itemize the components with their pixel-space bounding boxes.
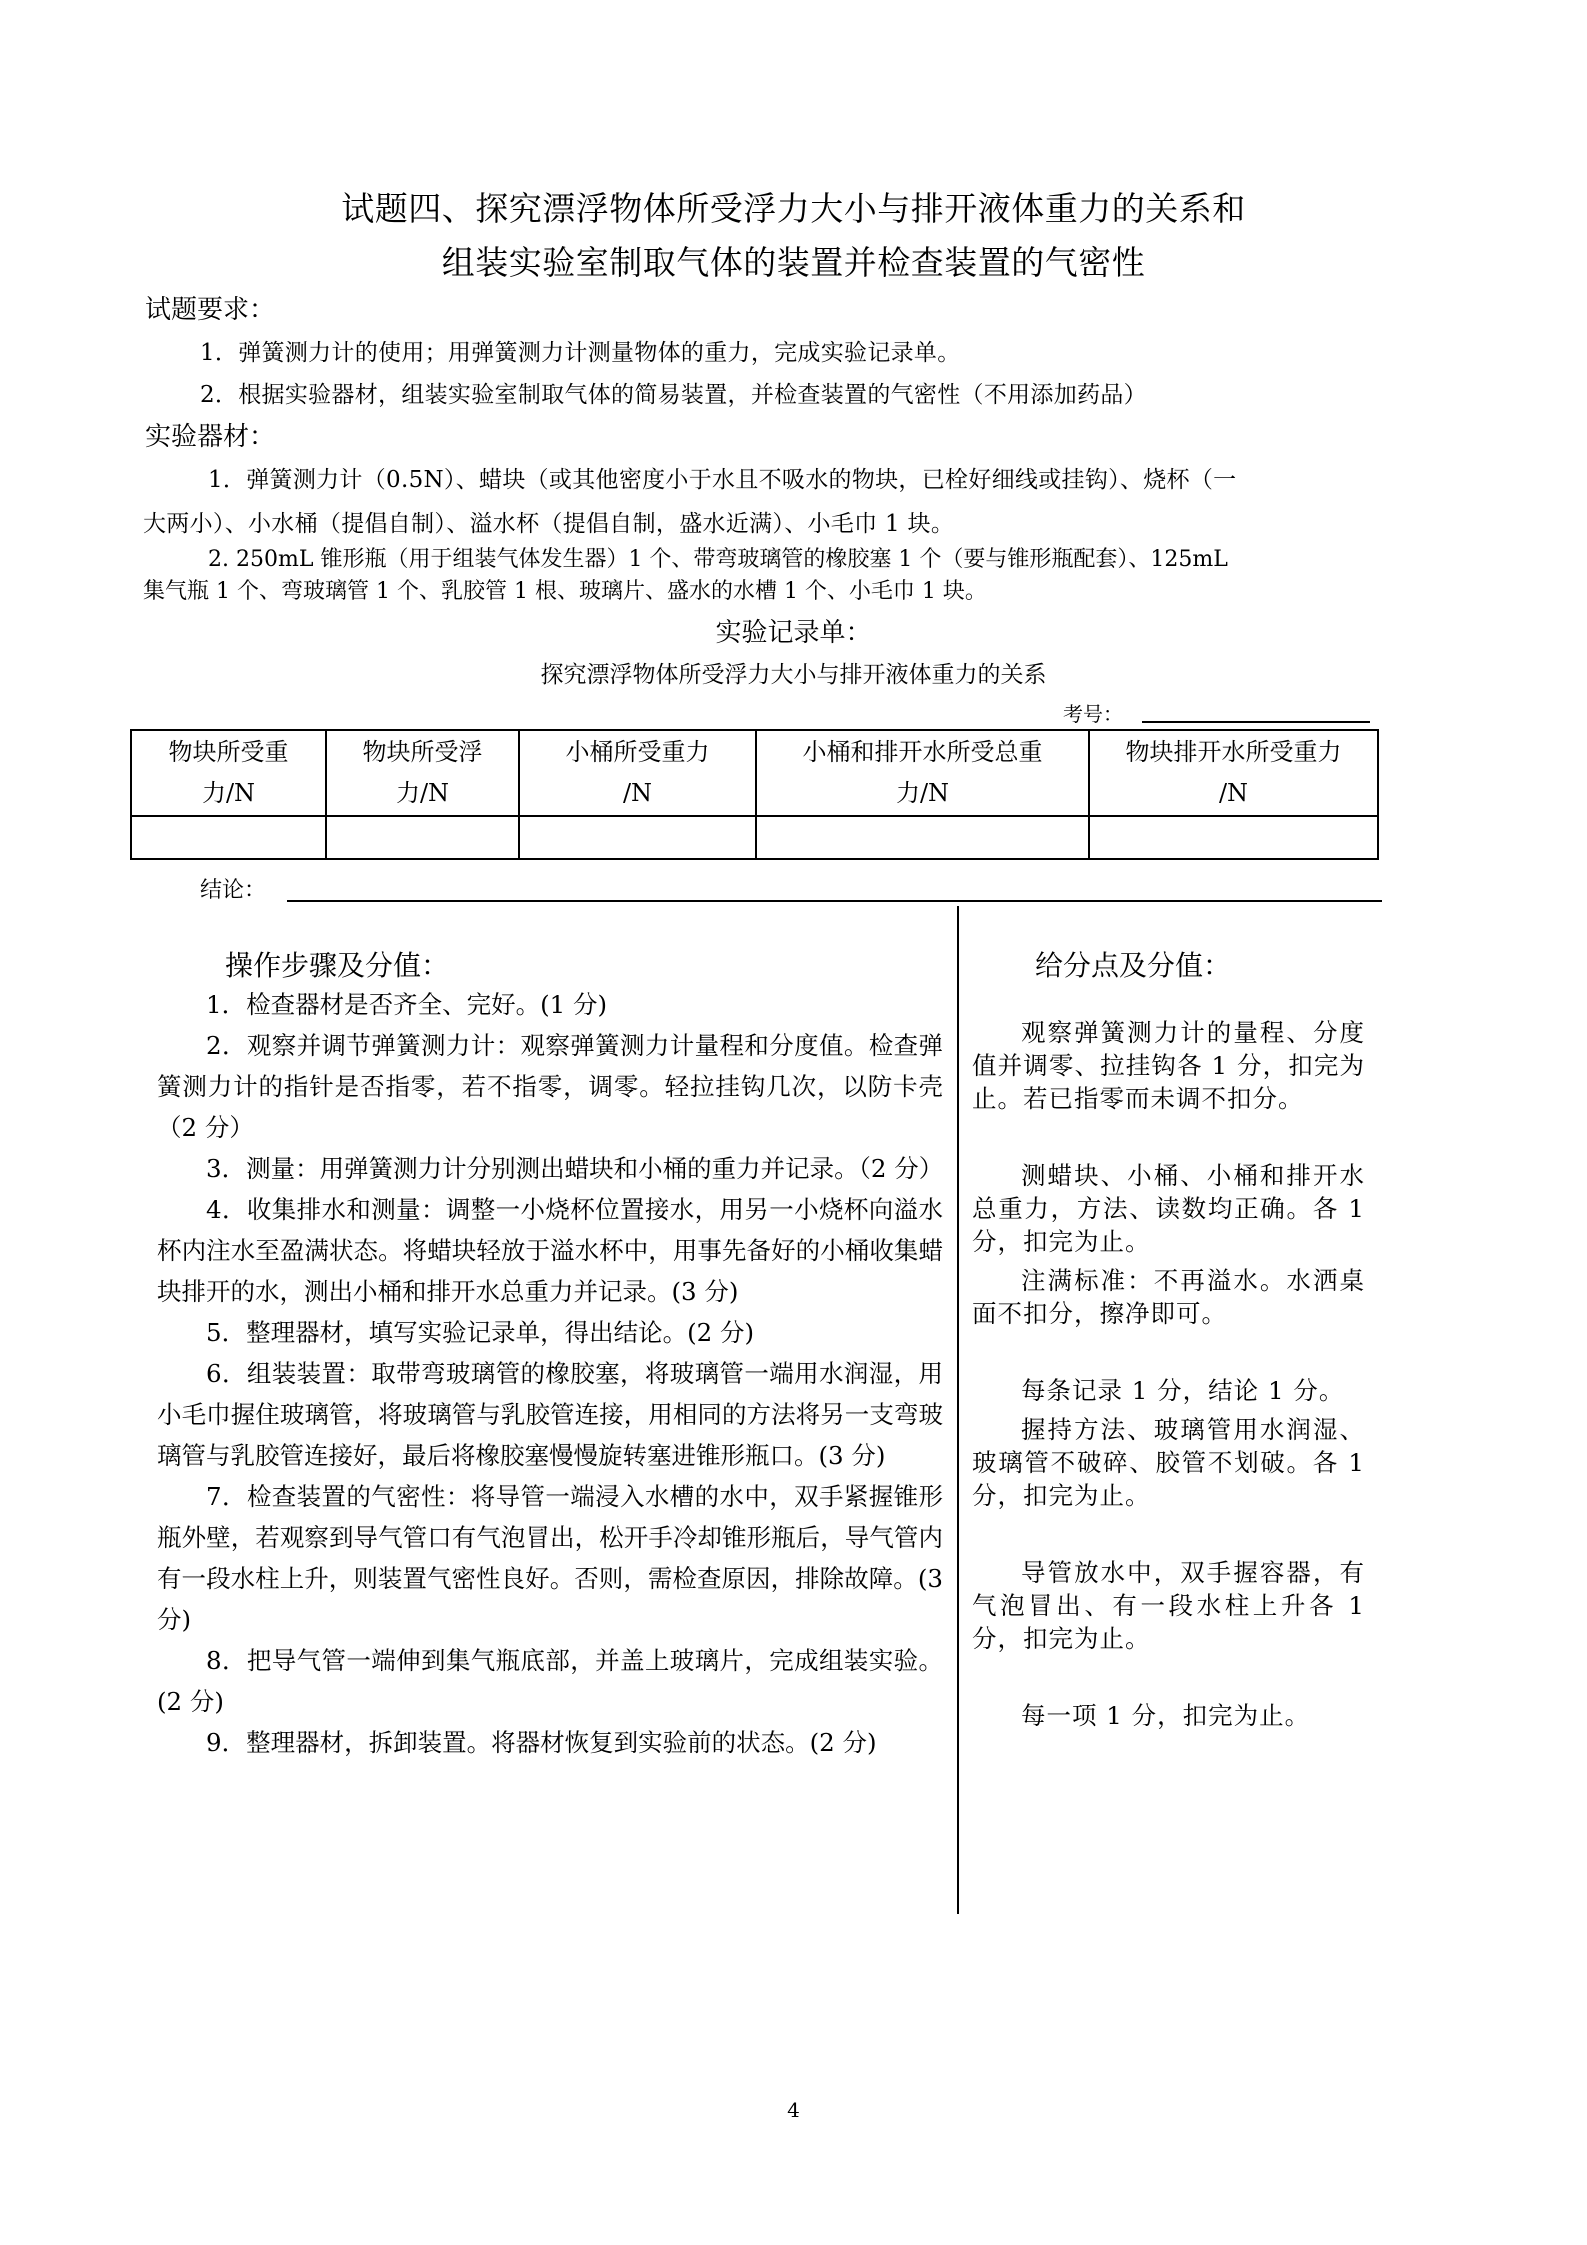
step-item: 9．整理器材，拆卸装置。将器材恢复到实验前的状态。(2 分) xyxy=(206,1728,877,1757)
value-cell-bucket-weight[interactable] xyxy=(519,816,756,859)
equipment-item-2-line-2: 集气瓶 1 个、弯玻璃管 1 个、乳胶管 1 根、玻璃片、盛水的水槽 1 个、小毛巾 1 块。 xyxy=(143,579,987,604)
column-header-bucket-weight: 小桶所受重力 /N xyxy=(519,730,756,816)
column-header-block-buoyancy: 物块所受浮 力/N xyxy=(326,730,519,816)
scoring-item: 每一项 1 分，扣完为止。 xyxy=(1021,1701,1311,1730)
page-number: 4 xyxy=(787,2098,800,2122)
step-item: 7．检查装置的气密性：将导管一端浸入水槽的水中，双手紧握锥形瓶外壁，若观察到导气管口有气泡冒出，松开手冷却锥形瓶后，导气管内有一段水柱上升，则装置气密性良好。否则，需检查原因，排除故障。(3 分) xyxy=(157,1482,943,1634)
scoring-item: 注满标准：不再溢水。水洒桌面不扣分，擦净即可。 xyxy=(972,1266,1365,1328)
scoring-item: 测蜡块、小桶、小桶和排开水总重力，方法、读数均正确。各 1 分，扣完为止。 xyxy=(972,1161,1365,1256)
exam-number-field[interactable] xyxy=(1142,697,1370,723)
scoring-item: 导管放水中，双手握容器，有气泡冒出、有一段水柱上升各 1 分，扣完为止。 xyxy=(972,1558,1365,1653)
step-item: 8．把导气管一端伸到集气瓶底部，并盖上玻璃片，完成组装实验。(2 分) xyxy=(157,1646,943,1716)
step-item: 5．整理器材，填写实验记录单，得出结论。(2 分) xyxy=(206,1318,755,1347)
record-table-value-row xyxy=(131,816,1378,859)
conclusion-field[interactable] xyxy=(287,873,1382,902)
record-sheet-heading: 实验记录单： xyxy=(715,618,872,648)
scoring-heading: 给分点及分值： xyxy=(1035,949,1232,982)
column-header-bucket-and-water-weight: 小桶和排开水所受总重 力/N xyxy=(756,730,1089,816)
requirement-item: 1．弹簧测力计的使用；用弹簧测力计测量物体的重力，完成实验记录单。 xyxy=(200,340,961,366)
step-item: 2．观察并调节弹簧测力计：观察弹簧测力计量程和分度值。检查弹簧测力计的指针是否指零，若不指零，调零。轻拉挂钩几次，以防卡壳（2 分） xyxy=(157,1031,943,1142)
column-header-displaced-water-weight: 物块排开水所受重力 /N xyxy=(1089,730,1378,816)
step-item: 6．组装装置：取带弯玻璃管的橡胶塞，将玻璃管一端用水润湿，用小毛巾握住玻璃管，将玻璃管与乳胶管连接，用相同的方法将另一支弯玻璃管与乳胶管连接好，最后将橡胶塞慢慢旋转塞进锥形瓶口。(3 分) xyxy=(157,1359,943,1470)
equipment-heading: 实验器材： xyxy=(145,422,276,452)
requirement-item: 2．根据实验器材，组装实验室制取气体的简易装置，并检查装置的气密性（不用添加药品） xyxy=(200,382,1147,408)
scoring-list xyxy=(972,1012,1365,1732)
value-cell-displaced-water-weight[interactable] xyxy=(1089,816,1378,859)
record-table xyxy=(130,729,1379,860)
record-table-header-row xyxy=(131,730,1378,816)
exam-title-line-1: 试题四、探究漂浮物体所受浮力大小与排开液体重力的关系和 xyxy=(341,189,1246,228)
scoring-block xyxy=(972,1159,1365,1330)
scoring-block xyxy=(972,1556,1365,1655)
equipment-item-1-line-2: 大两小）、小水桶（提倡自制）、溢水杯（提倡自制，盛水近满）、小毛巾 1 块。 xyxy=(143,511,955,537)
scoring-block xyxy=(972,1016,1365,1115)
exam-number-label: 考号： xyxy=(1063,702,1123,726)
steps-list xyxy=(157,984,943,1763)
record-sheet-subheading: 探究漂浮物体所受浮力大小与排开液体重力的关系 xyxy=(540,662,1047,688)
exam-title-line-2: 组装实验室制取气体的装置并检查装置的气密性 xyxy=(441,243,1146,282)
step-item: 3．测量：用弹簧测力计分别测出蜡块和小桶的重力并记录。（2 分） xyxy=(206,1154,944,1183)
equipment-item-1-line-1: 1．弹簧测力计（0.5N）、蜡块（或其他密度小于水且不吸水的物块，已栓好细线或挂钩）、烧杯（一 xyxy=(208,467,1237,493)
requirements-heading: 试题要求： xyxy=(145,295,276,325)
column-header-block-weight: 物块所受重 力/N xyxy=(131,730,326,816)
scoring-block xyxy=(972,1699,1365,1732)
equipment-item-2-line-1: 2. 250mL 锥形瓶（用于组装气体发生器）1 个、带弯玻璃管的橡胶塞 1 个（要与锥形瓶配套）、125mL xyxy=(208,547,1228,572)
step-item: 4．收集排水和测量：调整一小烧杯位置接水，用另一小烧杯向溢水杯内注水至盈满状态。将蜡块轻放于溢水杯中，用事先备好的小桶收集蜡块排开的水，测出小桶和排开水总重力并记录。(3 分) xyxy=(157,1195,943,1306)
value-cell-bucket-and-water-weight[interactable] xyxy=(756,816,1089,859)
scoring-block xyxy=(972,1374,1365,1512)
scoring-item: 观察弹簧测力计的量程、分度值并调零、拉挂钩各 1 分，扣完为止。若已指零而未调不扣分。 xyxy=(972,1018,1365,1113)
steps-heading: 操作步骤及分值： xyxy=(225,949,450,982)
value-cell-block-weight[interactable] xyxy=(131,816,326,859)
conclusion-label: 结论： xyxy=(200,878,267,903)
step-item: 1．检查器材是否齐全、完好。(1 分) xyxy=(206,990,608,1019)
value-cell-block-buoyancy[interactable] xyxy=(326,816,519,859)
column-divider xyxy=(957,906,959,1914)
scoring-item: 每条记录 1 分，结论 1 分。 xyxy=(1021,1376,1345,1405)
scoring-item: 握持方法、玻璃管用水润湿、玻璃管不破碎、胶管不划破。各 1 分，扣完为止。 xyxy=(972,1415,1365,1510)
